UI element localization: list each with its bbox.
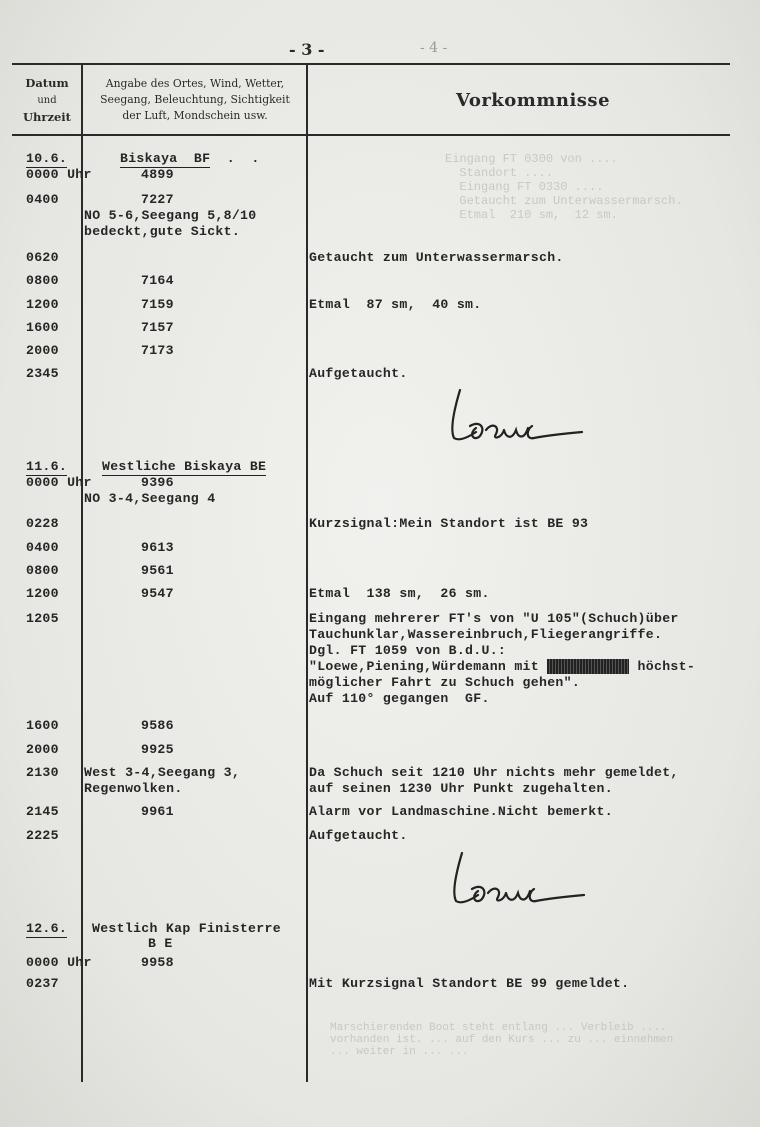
time-2345: 2345 <box>26 366 59 381</box>
time-0620: 0620 <box>26 250 59 265</box>
location-11-6: Westliche Biskaya BE <box>102 459 267 474</box>
signature-loewe-1 <box>440 380 600 450</box>
weather-2130: West 3-4,Seegang 3, Regenwolken. <box>84 765 241 796</box>
header-col-date <box>14 75 80 125</box>
event-2145: Alarm vor Landmaschine.Nicht bemerkt. <box>309 804 613 819</box>
position-9961: 9961 <box>141 804 174 819</box>
column-divider-2 <box>306 64 308 1082</box>
header-col-location <box>84 76 306 124</box>
header-loc-line2: Seegang, Beleuchtung, Sichtigkeit <box>100 93 290 106</box>
time-2145: 2145 <box>26 804 59 819</box>
struck-out-text <box>547 659 629 674</box>
time-0000-12-6: 0000 Uhr <box>26 955 92 970</box>
time-1200-11-6: 1200 <box>26 586 59 601</box>
event-2130: Da Schuch seit 1210 Uhr nichts mehr gemeldet, auf seinen 1230 Uhr Punkt zugehalten. <box>309 765 679 796</box>
time-0800-11-6: 0800 <box>26 563 59 578</box>
position-7157: 7157 <box>141 320 174 335</box>
event-0228: Kurzsignal:Mein Standort ist BE 93 <box>309 516 589 531</box>
position-9925: 9925 <box>141 742 174 757</box>
position-7159: 7159 <box>141 297 174 312</box>
header-loc-line3: der Luft, Mondschein usw. <box>122 109 268 122</box>
event-0237: Mit Kurzsignal Standort BE 99 gemeldet. <box>309 976 630 991</box>
header-date-line2: und <box>37 95 57 106</box>
position-9586: 9586 <box>141 718 174 733</box>
location-12-6: Westlich Kap Finisterre <box>92 921 281 936</box>
time-2000: 2000 <box>26 343 59 358</box>
date-11-6: 11.6. <box>26 459 68 474</box>
event-1200-11-6: Etmal 138 sm, 26 sm. <box>309 586 490 601</box>
event-1205-part-b: höchst- möglicher Fahrt zu Schuch gehen". Auf 110° gegangen GF. <box>309 659 696 706</box>
position-7173: 7173 <box>141 343 174 358</box>
event-1205-part-a: Eingang mehrerer FT's von "U 105"(Schuch)über Tauchunklar,Wassereinbruch,Fliegerangriffe. Dgl. FT 1059 von B.d.U.: "Loewe,Piening,Würdemann mit <box>309 611 679 674</box>
position-7227: 7227 <box>141 192 174 207</box>
position-7164: 7164 <box>141 273 174 288</box>
time-1205: 1205 <box>26 611 59 626</box>
position-9547: 9547 <box>141 586 174 601</box>
time-0000: 0000 Uhr <box>26 167 92 182</box>
time-2000-11-6: 2000 <box>26 742 59 757</box>
signature-loewe-2 <box>440 845 600 915</box>
page-number: - 3 - <box>289 40 325 59</box>
time-1600-11-6: 1600 <box>26 718 59 733</box>
event-0620: Getaucht zum Unterwassermarsch. <box>309 250 564 265</box>
page-number-ghost: - 4 - <box>420 40 448 56</box>
time-0237: 0237 <box>26 976 59 991</box>
bleed-through-bottom: Marschierenden Boot steht entlang ... Verbleib .... vorhanden ist. ... auf den Kurs ... zu ... einnehmen ... weiter in ... ... <box>330 1022 674 1058</box>
position-9958: 9958 <box>141 955 174 970</box>
time-1600: 1600 <box>26 320 59 335</box>
position-9396: 9396 <box>141 475 174 490</box>
time-1200: 1200 <box>26 297 59 312</box>
time-0400: 0400 <box>26 192 59 207</box>
date-10-6: 10.6. <box>26 151 68 166</box>
event-2225: Aufgetaucht. <box>309 828 408 843</box>
event-1200: Etmal 87 sm, 40 sm. <box>309 297 482 312</box>
time-0400-11-6: 0400 <box>26 540 59 555</box>
bleed-through-text: Eingang FT 0300 von .... Standort .... Eingang FT 0330 .... Getaucht zum Unterwassermarsch. Etmal 210 sm, 12 sm. <box>445 152 683 222</box>
date-12-6: 12.6. <box>26 921 68 936</box>
header-date-line1: Datum <box>25 76 69 90</box>
position-9561: 9561 <box>141 563 174 578</box>
position-4899: 4899 <box>141 167 174 182</box>
weather-11-6: NO 3-4,Seegang 4 <box>84 491 216 506</box>
time-2225: 2225 <box>26 828 59 843</box>
time-0000-11-6: 0000 Uhr <box>26 475 92 490</box>
position-9613: 9613 <box>141 540 174 555</box>
time-0800: 0800 <box>26 273 59 288</box>
header-top-rule <box>12 63 730 65</box>
column-divider-1 <box>81 64 83 1082</box>
header-loc-line1: Angabe des Ortes, Wind, Wetter, <box>105 77 285 90</box>
time-2130: 2130 <box>26 765 59 780</box>
header-col-events: Vorkommnisse <box>456 90 611 111</box>
event-1205 <box>309 611 695 707</box>
location-10-6: Biskaya BF . . <box>120 151 260 166</box>
header-date-line3: Uhrzeit <box>23 110 71 124</box>
location-10-6-text: Biskaya BF <box>120 151 211 166</box>
header-bottom-rule <box>12 134 730 136</box>
weather-10-6: NO 5-6,Seegang 5,8/10 bedeckt,gute Sickt. <box>84 208 257 239</box>
time-0228: 0228 <box>26 516 59 531</box>
grid-12-6: B E <box>148 936 173 951</box>
event-2345: Aufgetaucht. <box>309 366 408 381</box>
